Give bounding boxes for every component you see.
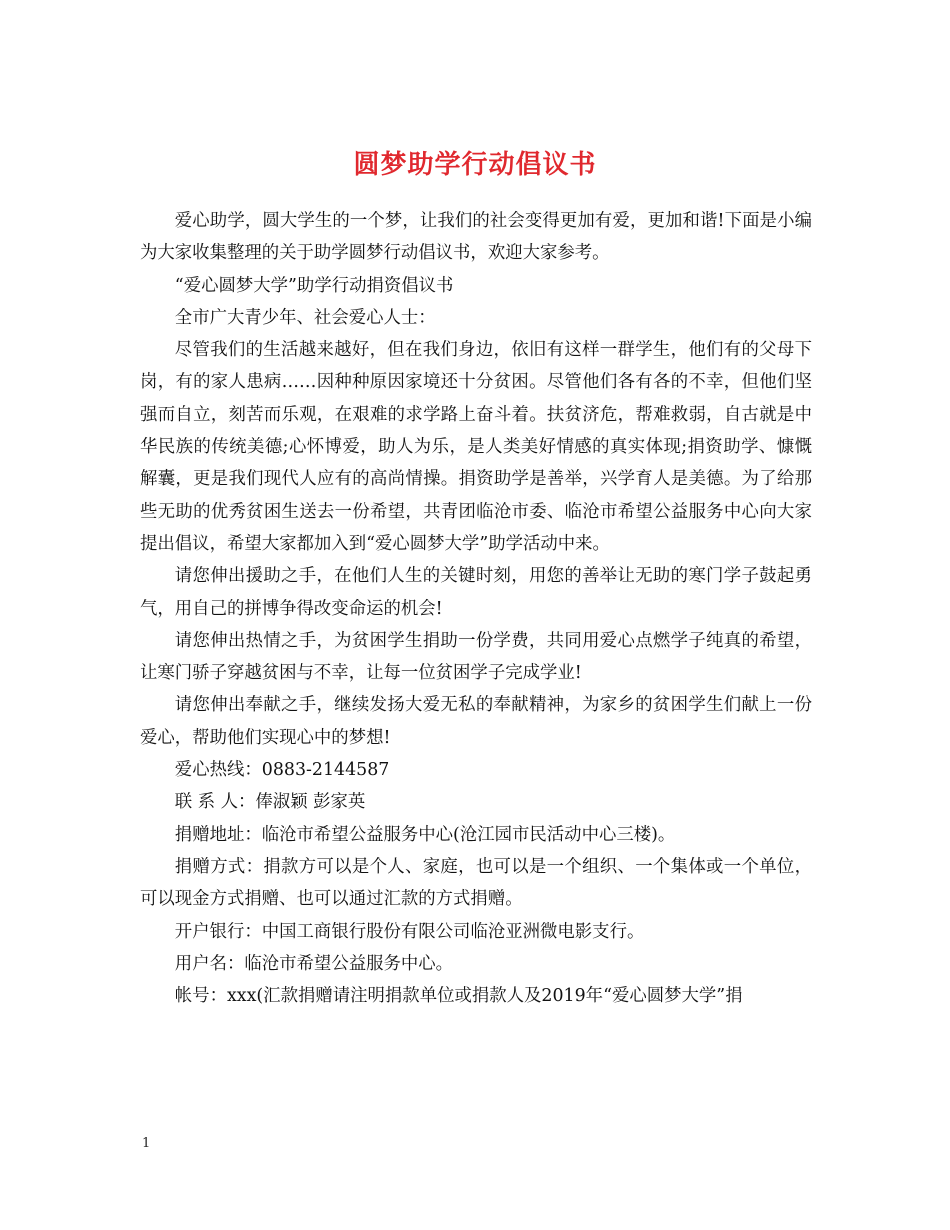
proposal-heading: “爱心圆梦大学”助学行动捐资倡议书 [174,275,454,296]
page-number: 1 [142,1136,151,1151]
address-line: 捐赠地址：临沧市希望公益服务中心(沧江园市民活动中心三楼)。 [174,824,676,845]
salutation: 全市广大青少年、社会爱心人士： [174,307,436,328]
account-name-line: 用户名：临沧市希望公益服务中心。 [174,953,454,974]
bank-line: 开户银行：中国工商银行股份有限公司临沧亚洲微电影支行。 [174,921,645,942]
account-number-line: 帐号：xxx(汇款捐赠请注明捐款单位或捐款人及2019年“爱心圆梦大学”捐 [174,986,743,1007]
main-paragraph: 尽管我们的生活越来越好，但在我们身边，依旧有这样一群学生，他们有的父母下岗，有的家人患病……因种种原因家境还十分贫困。尽管他们各有各的不幸，但他们坚强而自立，刻苦而乐观，在艰难的求学路上奋斗着。扶贫济危，帮难救弱，自古就是中华民族的传统美德;心怀博爱，助人为乐，是人类美好情感的真实体现;捐资助学、慷慨解囊，更是我们现代人应有的高尚情操。捐资助学是善举，兴学育人是美德。为了给那些无助的优秀贫困生送去一份希望，共青团临沧市委、临沧市希望公益服务中心向大家提出倡议，希望大家都加入到“爱心圆梦大学”助学活动中来。 [140,340,812,554]
appeal-paragraph-1: 请您伸出援助之手，在他们人生的关键时刻，用您的善举让无助的寒门学子鼓起勇气，用自己的拼博争得改变命运的机会! [140,566,812,619]
document-body [140,205,812,1012]
appeal-paragraph-2: 请您伸出热情之手，为贫困学生捐助一份学费，共同用爱心点燃学子纯真的希望，让寒门骄子穿越贫困与不幸，让每一位贫困学子完成学业! [140,630,812,684]
document-title: 圆梦助学行动倡议书 [353,150,597,181]
intro-paragraph: 爱心助学，圆大学生的一个梦，让我们的社会变得更加有爱，更加和谐!下面是小编为大家收集整理的关于助学圆梦行动倡议书，欢迎大家参考。 [140,211,812,264]
donation-method-line: 捐赠方式：捐款方可以是个人、家庭，也可以是一个组织、一个集体或一个单位，可以现金方式捐赠、也可以通过汇款的方式捐赠。 [140,856,812,910]
hotline-line: 爱心热线：0883-2144587 [174,760,390,781]
appeal-paragraph-3: 请您伸出奉献之手，继续发扬大爱无私的奉献精神，为家乡的贫困学生们献上一份爱心，帮助他们实现心中的梦想! [140,695,812,748]
contact-line: 联 系 人：俸淑颖 彭家英 [174,792,366,813]
